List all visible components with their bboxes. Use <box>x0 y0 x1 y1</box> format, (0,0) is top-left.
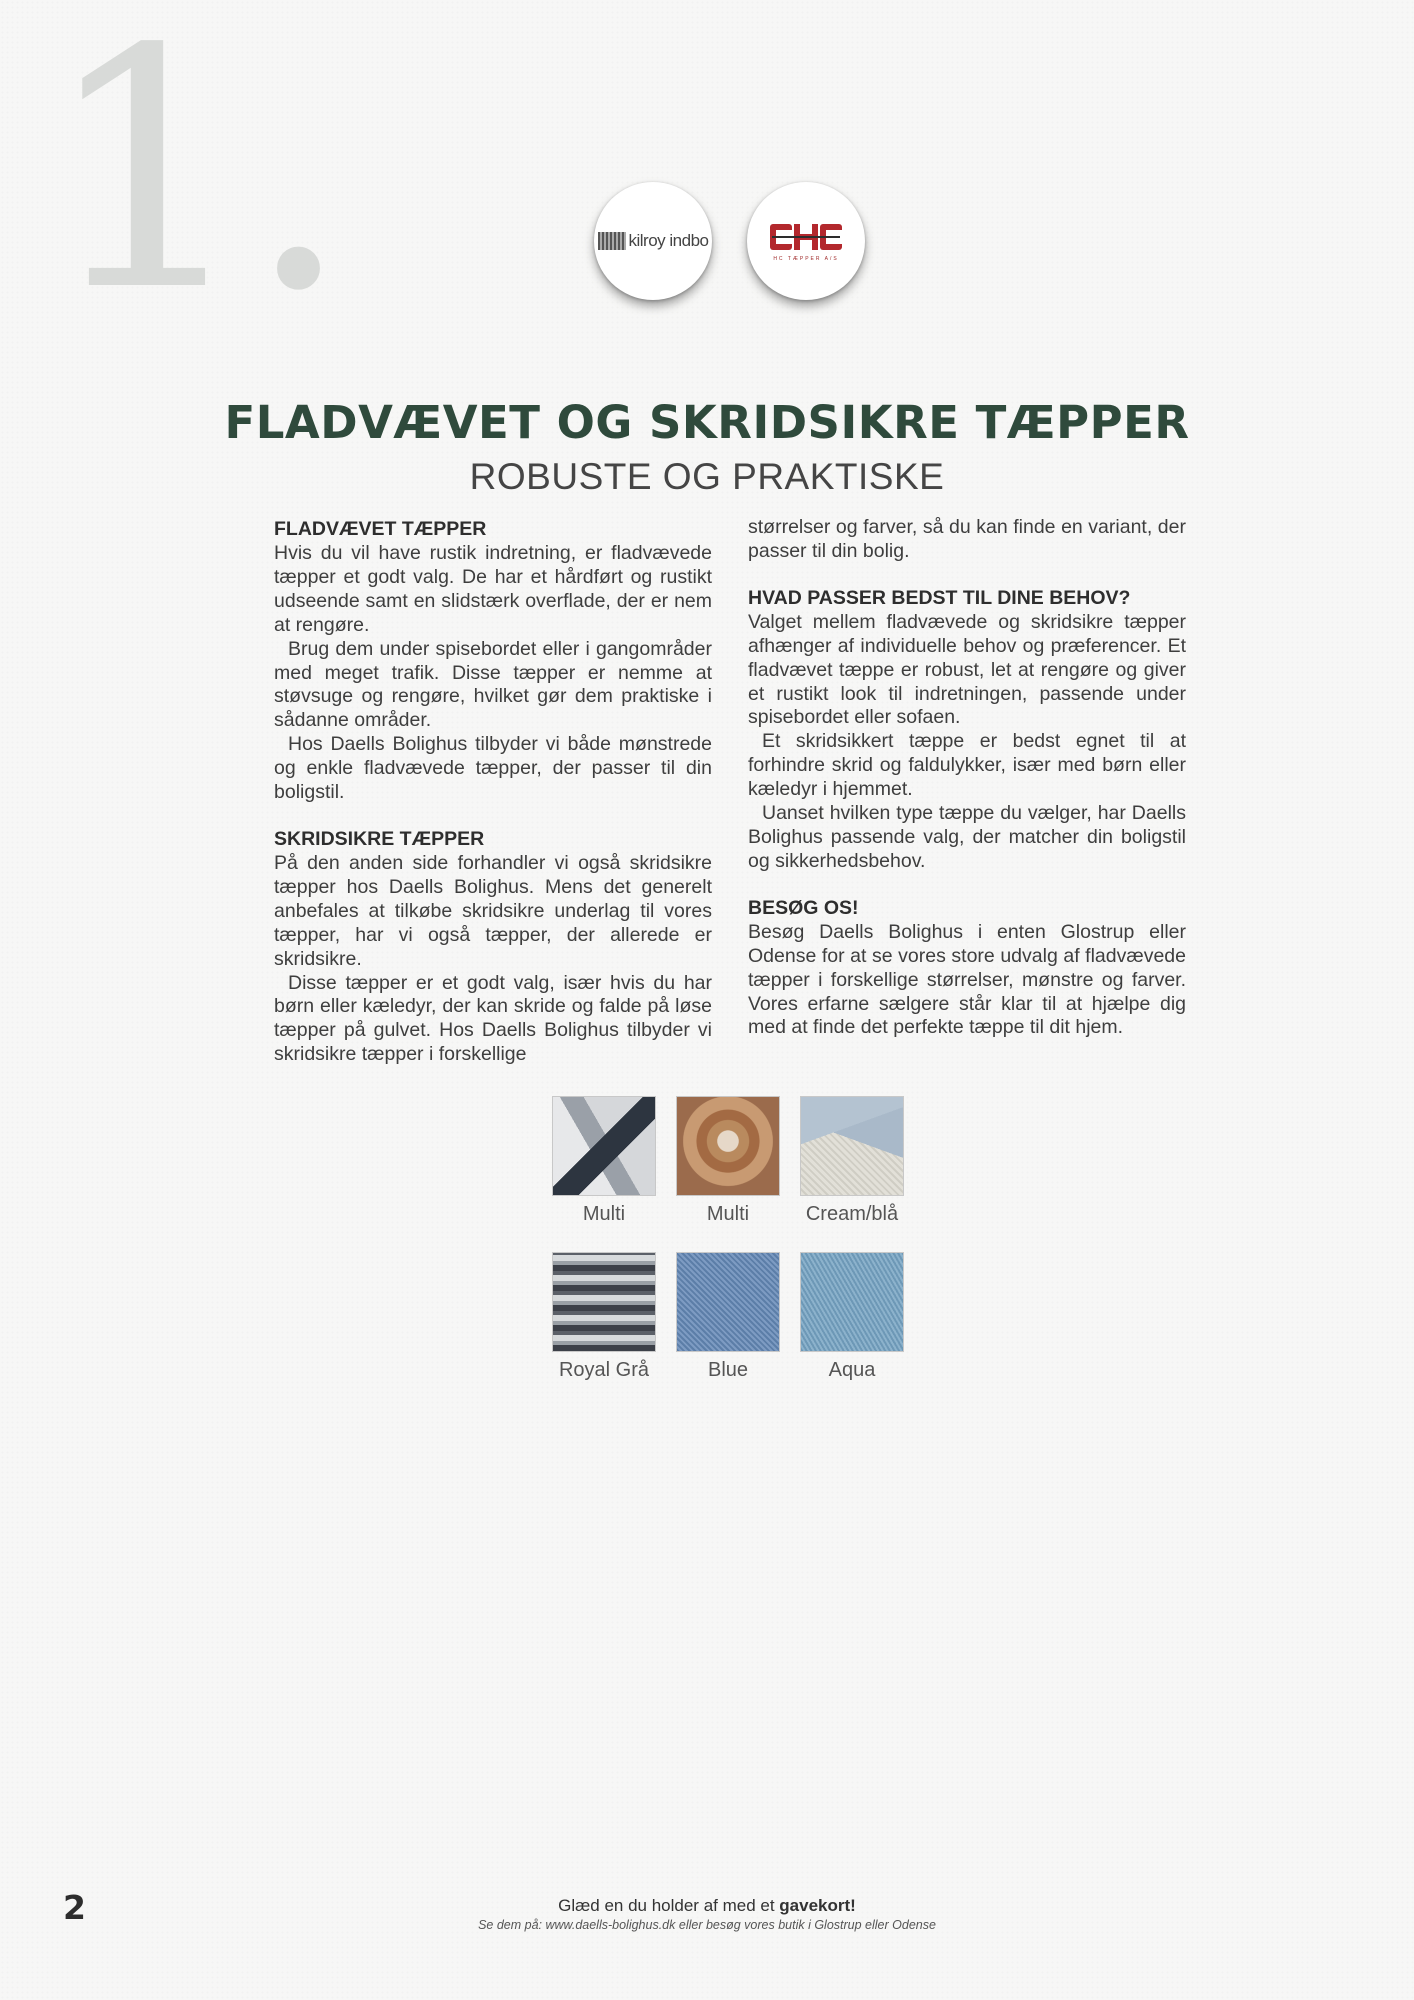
section-heading-fladvaevet: FLADVÆVET TÆPPER <box>274 518 487 540</box>
section-number: 1. <box>42 0 345 363</box>
swatch-label: Royal Grå <box>558 1359 650 1381</box>
paragraph: Hvis du vil have rustik indretning, er fladvævede tæpper et godt valg. De har et hårdført og rustikt udseende samt en slidstærk overflade, der er nem at rengøre. <box>274 542 712 636</box>
paragraph: Hos Daells Bolighus tilbyder vi både mønstrede og enkle fladvævede tæpper, der passer til din boligstil. <box>274 733 712 804</box>
swatch-aqua <box>800 1252 904 1382</box>
swatch-label: Aqua <box>828 1359 876 1381</box>
swatch-image <box>552 1252 656 1352</box>
section-heading-skridsikre: SKRIDSIKRE TÆPPER <box>274 827 485 850</box>
swatch-multi-1 <box>552 1096 656 1226</box>
paragraph: Disse tæpper er et godt valg, især hvis du har børn eller kæledyr, der kan skride og falde på løse tæpper på gulvet. Hos Daells Bolighus tilbyder vi skridsikre tæpper i forskellige <box>274 971 712 1066</box>
footer-website-line: Se dem på: www.daells-bolighus.dk eller besøg vores butik i Glostrup eller Odense <box>478 1918 936 1932</box>
page-number: 2 <box>63 1888 86 1927</box>
section-heading-behov: HVAD PASSER BEDST TIL DINE BEHOV? <box>748 586 1131 609</box>
swatch-cream-bla <box>800 1096 904 1226</box>
right-column <box>748 516 1186 1040</box>
swatch-image <box>676 1252 780 1352</box>
kilroy-mark-icon <box>598 232 626 250</box>
paragraph-continuation: størrelser og farver, så du kan finde en variant, der passer til din bolig. <box>748 516 1186 562</box>
hc-logo-mark-icon <box>762 220 850 254</box>
swatch-image <box>800 1096 904 1196</box>
paragraph: Besøg Daells Bolighus i enten Glostrup eller Odense for at se vores store udvalg af fladvævede tæpper i forskellige størrelser, mønstre og farver. Vores erfarne sælgere står klar til at hjælpe dig med at finde det perfekte tæppe til dit hjem. <box>748 920 1186 1039</box>
section-heading-besog: BESØG OS! <box>748 896 859 919</box>
paragraph: Uanset hvilken type tæppe du vælger, har Daells Bolighus passende valg, der matcher din boligstil og sikkerhedsbehov. <box>748 802 1186 872</box>
kilroy-logo-text: kilroy indbo <box>628 231 709 250</box>
kilroy-indbo-logo <box>594 182 712 300</box>
footer-giftcard-emphasis: gavekort! <box>779 1896 856 1915</box>
hc-logo-text: HC TÆPPER A/S <box>773 256 839 262</box>
hc-taepper-logo <box>747 182 865 300</box>
left-column <box>274 516 712 1067</box>
swatch-royal-gra <box>552 1252 656 1382</box>
swatch-label: Blue <box>707 1359 749 1381</box>
paragraph: På den anden side forhandler vi også skridsikre tæpper hos Daells Bolighus. Mens det generelt anbefales at tilkøbe skridsikre underlag til vores tæpper, har vi også tæpper, der allerede er skridsikre. <box>274 851 712 970</box>
paragraph: Et skridsikkert tæppe er bedst egnet til at forhindre skrid og faldulykker, især med børn eller kæledyr i hjemmet. <box>748 730 1186 801</box>
page-subtitle: ROBUSTE OG PRAKTISKE <box>469 456 945 497</box>
swatch-multi-2 <box>676 1096 780 1226</box>
paragraph: Brug dem under spisebordet eller i gangområder med meget trafik. Disse tæpper er nemme at støvsuge og rengøre, hvilket gør dem praktiske i sådanne områder. <box>274 637 712 732</box>
swatch-label: Cream/blå <box>805 1203 899 1225</box>
page-title: FLADVÆVET OG SKRIDSIKRE TÆPPER <box>224 396 1190 449</box>
paragraph: Valget mellem fladvævede og skridsikre tæpper afhænger af individuelle behov og præferencer. Et fladvævet tæppe er robust, let at rengøre og giver et rustikt look til indretningen, passende under spisebordet eller sofaen. <box>748 610 1186 729</box>
swatch-image <box>676 1096 780 1196</box>
swatch-label: Multi <box>706 1203 750 1225</box>
swatch-image <box>800 1252 904 1352</box>
swatch-image <box>552 1096 656 1196</box>
footer-giftcard-line <box>0 1896 1414 1916</box>
swatch-label: Multi <box>582 1203 626 1225</box>
footer-line1-text: Glæd en du holder af med et <box>558 1896 780 1915</box>
swatch-blue <box>676 1252 780 1382</box>
